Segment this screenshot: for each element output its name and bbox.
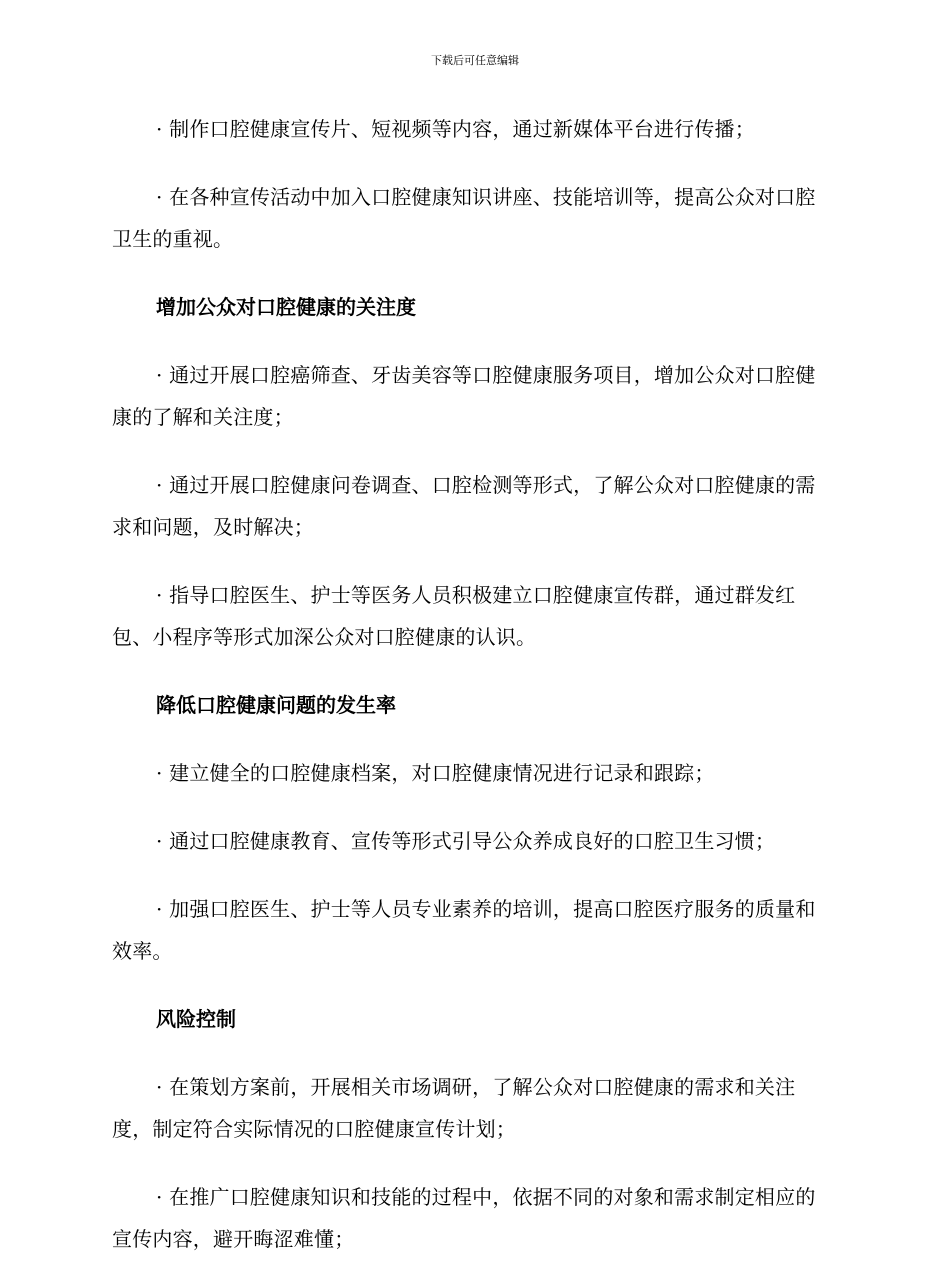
bullet-paragraph-survey: · 通过开展口腔健康问卷调查、口腔检测等形式，了解公众对口腔健康的需求和问题，及时解决； — [112, 473, 816, 539]
bullet-paragraph-content: · 在推广口腔健康知识和技能的过程中，依据不同的对象和需求制定相应的宣传内容，避开晦涩难懂； — [112, 1185, 816, 1251]
bullet-paragraph-media: · 制作口腔健康宣传片、短视频等内容，通过新媒体平台进行传播； — [156, 117, 755, 141]
bullet-paragraph-lectures: · 在各种宣传活动中加入口腔健康知识讲座、技能培训等，提高公众对口腔卫生的重视。 — [112, 185, 816, 251]
section-heading-risk: 风险控制 — [156, 1007, 236, 1031]
bullet-paragraph-screening: · 通过开展口腔癌筛查、牙齿美容等口腔健康服务项目，增加公众对口腔健康的了解和关注度； — [112, 363, 816, 429]
bullet-paragraph-records: · 建立健全的口腔健康档案，对口腔健康情况进行记录和跟踪； — [156, 761, 715, 785]
section-heading-attention: 增加公众对口腔健康的关注度 — [156, 295, 416, 319]
bullet-paragraph-groups: · 指导口腔医生、护士等医务人员积极建立口腔健康宣传群，通过群发红包、小程序等形式加深公众对口腔健康的认识。 — [112, 583, 796, 649]
bullet-paragraph-research: · 在策划方案前，开展相关市场调研，了解公众对口腔健康的需求和关注度，制定符合实际情况的口腔健康宣传计划； — [112, 1075, 796, 1141]
bullet-paragraph-habits: · 通过口腔健康教育、宣传等形式引导公众养成良好的口腔卫生习惯； — [156, 829, 776, 853]
bullet-paragraph-training: · 加强口腔医生、护士等人员专业素养的培训，提高口腔医疗服务的质量和效率。 — [112, 897, 816, 963]
document-body — [112, 108, 824, 1286]
page-header-note: 下载后可任意编辑 — [431, 54, 519, 67]
section-heading-incidence: 降低口腔健康问题的发生率 — [156, 693, 396, 717]
